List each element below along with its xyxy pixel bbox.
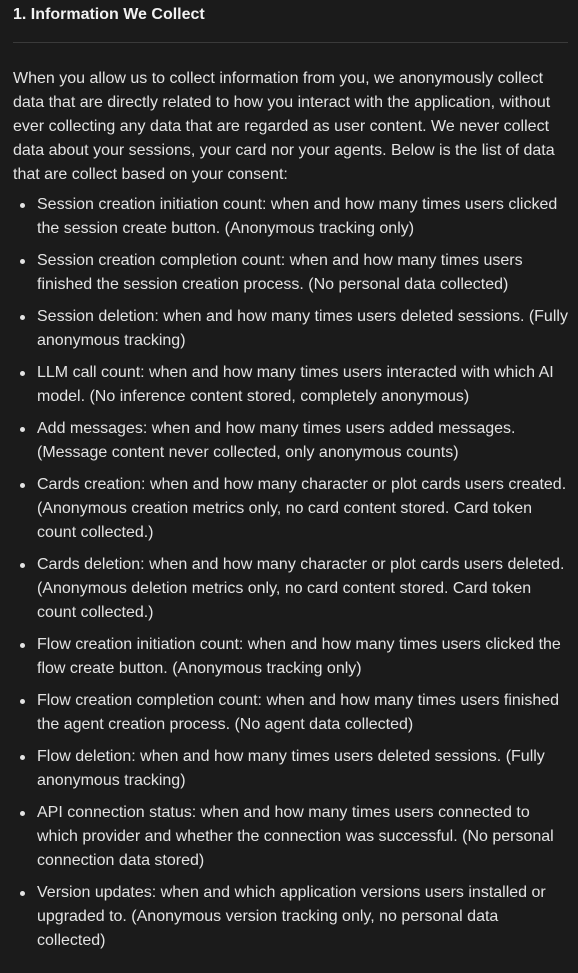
list-item — [13, 193, 568, 241]
list-item-text: Session creation initiation count: when and how many times users clicked the session create button. (Anonymous tracking only) — [37, 196, 558, 237]
list-item-text: Session deletion: when and how many times users deleted sessions. (Fully anonymous tracking) — [37, 308, 568, 349]
list-item-text: Add messages: when and how many times users added messages. (Message content never collected, only anonymous counts) — [37, 420, 516, 461]
intro-paragraph: When you allow us to collect information from you, we anonymously collect data that are directly related to how you interact with the application, without ever collecting any data that are regarded as user content. We never collect data about your sessions, your card nor your agents. Below is the list of data that are collect based on your consent: — [13, 70, 555, 183]
bullet-icon — [20, 699, 25, 704]
list-item — [13, 553, 568, 625]
list-item — [13, 361, 568, 409]
section-divider — [13, 42, 568, 43]
bullet-icon — [20, 315, 25, 320]
list-item-text: LLM call count: when and how many times users interacted with which AI model. (No inference content stored, completely anonymous) — [37, 364, 554, 405]
bullet-icon — [20, 811, 25, 816]
list-item — [13, 473, 568, 545]
section-title: 1. Information We Collect — [13, 6, 205, 23]
bullet-icon — [20, 427, 25, 432]
list-item-text: Session creation completion count: when and how many times users finished the session creation process. (No personal data collected) — [37, 252, 523, 293]
bullet-icon — [20, 371, 25, 376]
list-item — [13, 417, 568, 465]
list-item — [13, 881, 568, 953]
list-item — [13, 305, 568, 353]
bullet-icon — [20, 483, 25, 488]
bullet-icon — [20, 891, 25, 896]
list-item — [13, 745, 568, 793]
list-item — [13, 249, 568, 297]
list-item-text: API connection status: when and how many times users connected to which provider and whether the connection was successful. (No personal connection data stored) — [37, 804, 554, 869]
collected-data-list — [13, 193, 568, 953]
bullet-icon — [20, 259, 25, 264]
bullet-icon — [20, 563, 25, 568]
list-item-text: Version updates: when and which application versions users installed or upgraded to. (Anonymous version tracking only, no personal data collected) — [37, 884, 546, 949]
list-item-text: Flow creation completion count: when and how many times users finished the agent creation process. (No agent data collected) — [37, 692, 560, 733]
list-item — [13, 689, 568, 737]
list-item-text: Flow creation initiation count: when and how many times users clicked the flow create button. (Anonymous tracking only) — [37, 636, 561, 677]
bullet-icon — [20, 643, 25, 648]
list-item-text: Flow deletion: when and how many times users deleted sessions. (Fully anonymous tracking) — [37, 748, 545, 789]
list-item — [13, 801, 568, 873]
list-item — [13, 633, 568, 681]
bullet-icon — [20, 755, 25, 760]
list-item-text: Cards deletion: when and how many character or plot cards users deleted. (Anonymous deletion metrics only, no card content stored. Card token count collected.) — [37, 556, 565, 621]
list-item-text: Cards creation: when and how many character or plot cards users created. (Anonymous creation metrics only, no card content stored. Card token count collected.) — [37, 476, 567, 541]
bullet-icon — [20, 203, 25, 208]
